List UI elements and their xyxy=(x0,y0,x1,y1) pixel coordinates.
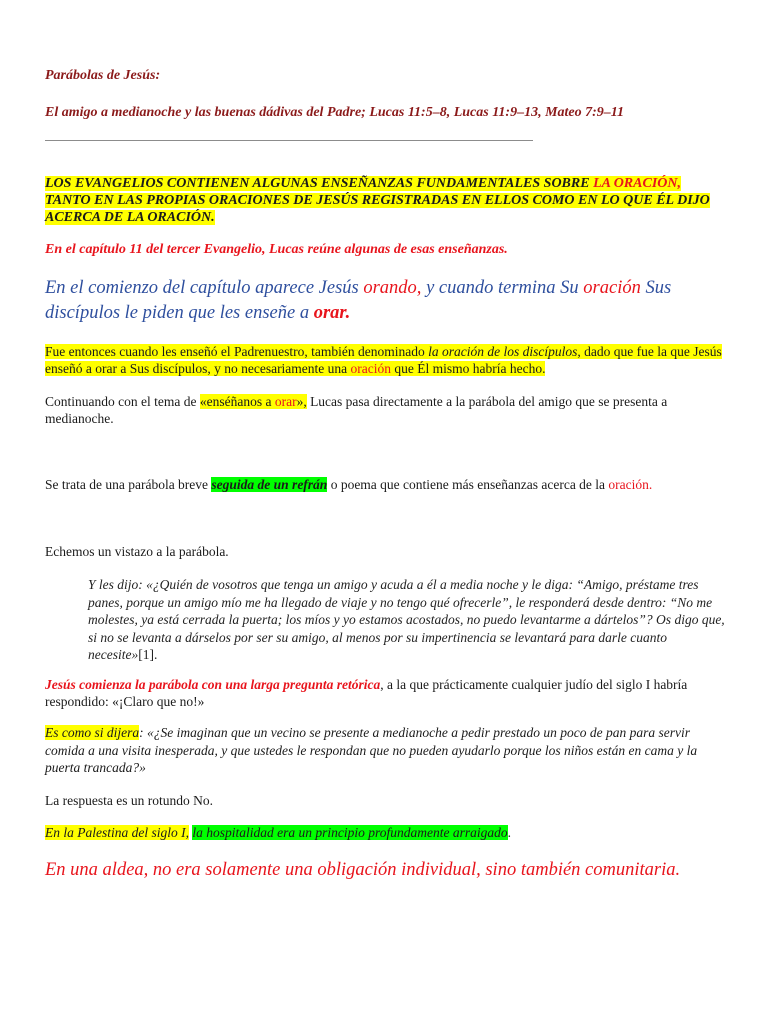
parable-quote xyxy=(88,576,728,664)
intro-highlight-oracion: LA ORACIÓN, xyxy=(593,176,681,191)
horizontal-rule xyxy=(45,140,533,141)
dijera-paragraph xyxy=(45,724,725,777)
vistazo-paragraph: Echemos un vistazo a la parábola. xyxy=(45,544,229,559)
intro-paragraph xyxy=(45,175,720,226)
document-title: Parábolas de Jesús: xyxy=(45,68,161,83)
palestina-green: la hospitalidad era un principio profundamente arraigado xyxy=(192,825,508,840)
padrenuestro-text-2: , dado que fue la que Jesús enseñó a orar a Sus discípulos, y no necesariamente una xyxy=(45,344,722,376)
dijera-yellow: Es como si dijera xyxy=(45,725,140,740)
refran-text-1: Se trata de una parábola breve xyxy=(45,477,212,492)
palestina-end: . xyxy=(507,825,511,840)
padrenuestro-red: oración xyxy=(350,361,392,376)
padrenuestro-italic: la oración de los discípulos xyxy=(428,344,578,359)
footnote-link[interactable]: [1]. xyxy=(138,647,158,662)
intro-text-2: TANTO EN LAS PROPIAS ORACIONES DE JESÚS REGISTRADAS EN ELLOS COMO EN LO QUE ÉL DIJO ACERCA DE LA ORACIÓN. xyxy=(45,193,710,225)
padrenuestro-text-3: que Él mismo habría hecho. xyxy=(391,361,546,376)
padrenuestro-paragraph xyxy=(45,343,725,377)
pregunta-red: Jesús comienza la parábola con una larga pregunta retórica xyxy=(45,677,381,692)
continuando-quote-open: «enséñanos a xyxy=(199,394,275,409)
big-heading-text-2: y cuando termina Su xyxy=(421,278,584,298)
pregunta-text: , a la que prácticamente cualquier judío del siglo I habría respondido: «¡Claro que no!» xyxy=(45,677,688,709)
continuando-quote-close: », xyxy=(296,394,307,409)
document-subtitle: El amigo a medianoche y las buenas dádivas del Padre; Lucas 11:5–8, Lucas 11:9–13, Mateo 7:9–11 xyxy=(45,105,625,120)
pregunta-paragraph xyxy=(45,676,725,710)
continuando-text-2: Lucas pasa directamente a la parábola del amigo que se presenta a medianoche. xyxy=(45,394,668,426)
intro-text-1: LOS EVANGELIOS CONTIENEN ALGUNAS ENSEÑANZAS FUNDAMENTALES SOBRE xyxy=(45,176,594,191)
quote-text: Y les dijo: «¿Quién de vosotros que tenga un amigo y acuda a él a media noche y le diga: “Amigo, préstame tres panes, porque un amigo mío me ha llegado de viaje y no tengo qué ofrecerle”, le responderá desde dentro: “No me molestes, ya está cerrada la puerta; los míos y yo estamos acostados, no puedo levantarme a dártelos”? Os digo que, si no se levanta a dárselos por ser su amigo, al menos por su impertinencia se levantará para darle cuanto necesite» xyxy=(88,577,725,662)
continuando-paragraph xyxy=(45,393,725,427)
big-heading-text-1: En el comienzo del capítulo aparece Jesús xyxy=(45,278,364,298)
closing-statement: En una aldea, no era solamente una obligación individual, sino también comunitaria. xyxy=(45,860,681,880)
palestina-yellow: En la Palestina del siglo I, xyxy=(45,825,189,840)
continuando-orar: orar xyxy=(274,394,297,409)
big-heading-word-orar: orar. xyxy=(313,303,351,323)
palestina-paragraph xyxy=(45,824,725,841)
continuando-text-1: Continuando con el tema de xyxy=(45,394,200,409)
refran-text-2: o poema que contiene más enseñanzas acerca de la xyxy=(327,477,609,492)
dijera-text: : «¿Se imaginan que un vecino se presente a medianoche a pedir prestado un poco de pan para servir comida a una visita inesperada, y que ustedes le respondan que no pueden ayudarlo porque los niños están en cama y la puerta trancada?» xyxy=(45,725,698,775)
padrenuestro-text-1: Fue entonces cuando les enseñó el Padrenuestro, también denominado xyxy=(45,344,429,359)
respuesta-paragraph: La respuesta es un rotundo No. xyxy=(45,793,213,808)
big-heading-text-3: Sus discípulos le piden que les enseñe a xyxy=(45,278,672,323)
big-heading-word-oracion: oración xyxy=(583,278,641,298)
refran-green: seguida de un refrán xyxy=(211,477,328,492)
big-heading-word-orando: orando, xyxy=(363,278,422,298)
big-heading xyxy=(45,276,735,326)
refran-red: oración. xyxy=(608,477,653,492)
refran-paragraph xyxy=(45,476,725,493)
chapter-note: En el capítulo 11 del tercer Evangelio, Lucas reúne algunas de esas enseñanzas. xyxy=(45,242,508,257)
